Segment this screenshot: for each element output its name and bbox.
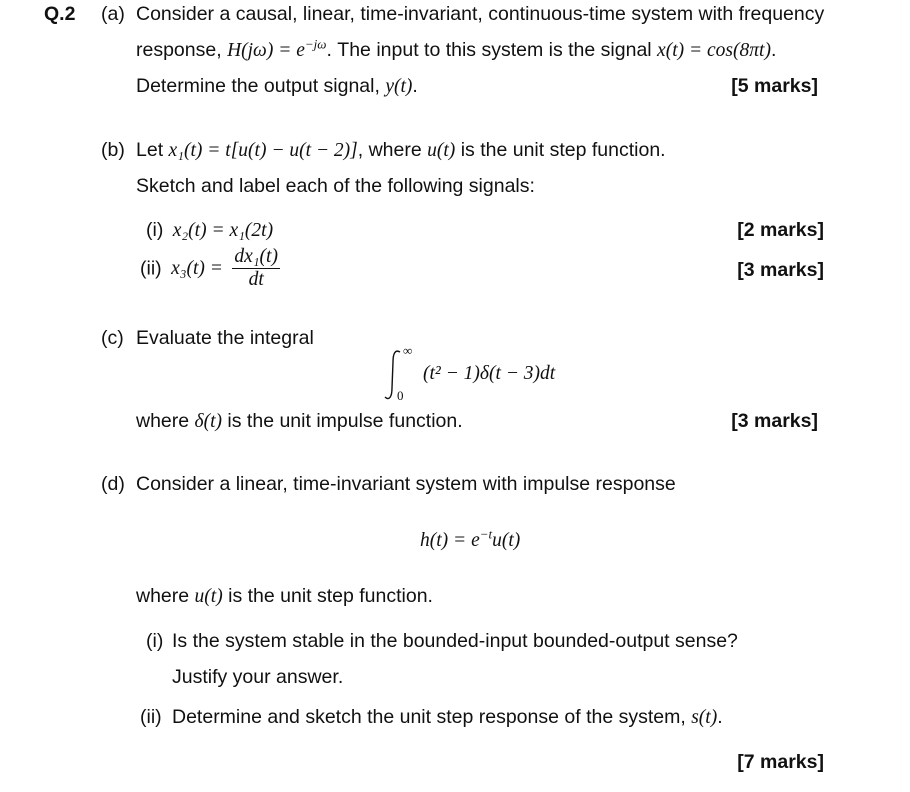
input-signal-expr: x(t) = cos(8πt) xyxy=(657,40,771,61)
integral-expression xyxy=(383,343,583,403)
part-b-label: (b) xyxy=(101,139,125,161)
part-b-i xyxy=(146,218,273,243)
part-d-i-label: (i) xyxy=(146,630,164,652)
derivative-denominator: dt xyxy=(248,269,264,290)
unit-step-symbol: u(t) xyxy=(427,140,456,161)
part-b-line1-pre: Let xyxy=(136,139,169,161)
part-a-line3 xyxy=(136,74,418,99)
impulse-symbol: δ(t) xyxy=(194,411,223,432)
part-b-line2: Sketch and label each of the following signals: xyxy=(136,175,535,197)
impulse-response-pre: h(t) = e xyxy=(420,530,480,551)
part-d-line2-end: is the unit step function. xyxy=(222,585,433,607)
part-a-line2-pre: response, xyxy=(136,39,228,61)
unit-step-symbol-d: u(t) xyxy=(194,586,223,607)
impulse-response-exponent: −t xyxy=(479,526,493,542)
part-d-i-line2: Justify your answer. xyxy=(172,666,344,688)
impulse-response-post: u(t) xyxy=(492,530,521,551)
part-b-ii xyxy=(140,246,280,291)
part-a-line2 xyxy=(136,38,776,63)
freq-response-exponent: −jω xyxy=(304,36,327,52)
integral-upper-limit: ∞ xyxy=(403,343,413,358)
part-d-line2-pre: where xyxy=(136,585,195,607)
part-b-i-label: (i) xyxy=(146,219,164,241)
integral-lower-limit: 0 xyxy=(397,388,404,403)
part-d-label: (d) xyxy=(101,473,125,495)
part-c-line2-end: is the unit impulse function. xyxy=(222,410,463,432)
output-signal-symbol: y(t) xyxy=(385,76,413,97)
part-d-marks: [7 marks] xyxy=(737,751,824,773)
x3-lhs: x₃(t) = xyxy=(171,257,223,279)
part-a-label: (a) xyxy=(101,3,125,25)
part-d-ii-label: (ii) xyxy=(140,706,162,728)
part-b-line1 xyxy=(136,138,666,163)
part-a-line3-end: . xyxy=(412,75,418,97)
part-d-ii-end: . xyxy=(717,706,723,728)
integrand: (t² − 1)δ(t − 3)dt xyxy=(423,363,556,384)
part-d-i-line1: Is the system stable in the bounded-input bounded-output sense? xyxy=(172,630,738,652)
part-c-line2 xyxy=(136,409,463,434)
part-c-line1: Evaluate the integral xyxy=(136,327,314,349)
part-a-line2-end: . xyxy=(770,39,777,61)
x1-definition: x₁(t) = t[u(t) − u(t − 2)] xyxy=(168,140,358,161)
part-d-ii-line xyxy=(172,705,723,730)
part-b-i-marks: [2 marks] xyxy=(737,219,824,241)
part-c-marks: [3 marks] xyxy=(731,410,818,432)
part-b-ii-marks: [3 marks] xyxy=(737,259,824,281)
part-b-ii-label: (ii) xyxy=(140,257,162,280)
part-c-label: (c) xyxy=(101,327,124,349)
part-a-marks: [5 marks] xyxy=(731,75,818,97)
part-b-line1-end: is the unit step function. xyxy=(455,139,666,161)
derivative-numerator: dx₁(t) xyxy=(234,246,278,267)
part-b-line1-mid: , where xyxy=(357,139,428,161)
freq-response-expr: H(jω) = e xyxy=(227,40,305,61)
part-d-line2 xyxy=(136,584,433,609)
step-response-symbol: s(t) xyxy=(691,707,718,728)
part-d-ii-pre: Determine and sketch the unit step response of the system, xyxy=(172,706,692,728)
question-number: Q.2 xyxy=(44,3,76,25)
part-a-line3-pre: Determine the output signal, xyxy=(136,75,386,97)
impulse-response-expr xyxy=(420,528,520,553)
part-a-line2-mid: . The input to this system is the signal xyxy=(326,39,658,61)
x2-definition: x₂(t) = x₁(2t) xyxy=(172,220,274,241)
part-a-line1: Consider a causal, linear, time-invariant, continuous-time system with frequency xyxy=(136,3,825,25)
derivative-fraction xyxy=(232,246,280,291)
part-d-line1: Consider a linear, time-invariant system with impulse response xyxy=(136,473,676,495)
part-c-line2-pre: where xyxy=(136,410,195,432)
